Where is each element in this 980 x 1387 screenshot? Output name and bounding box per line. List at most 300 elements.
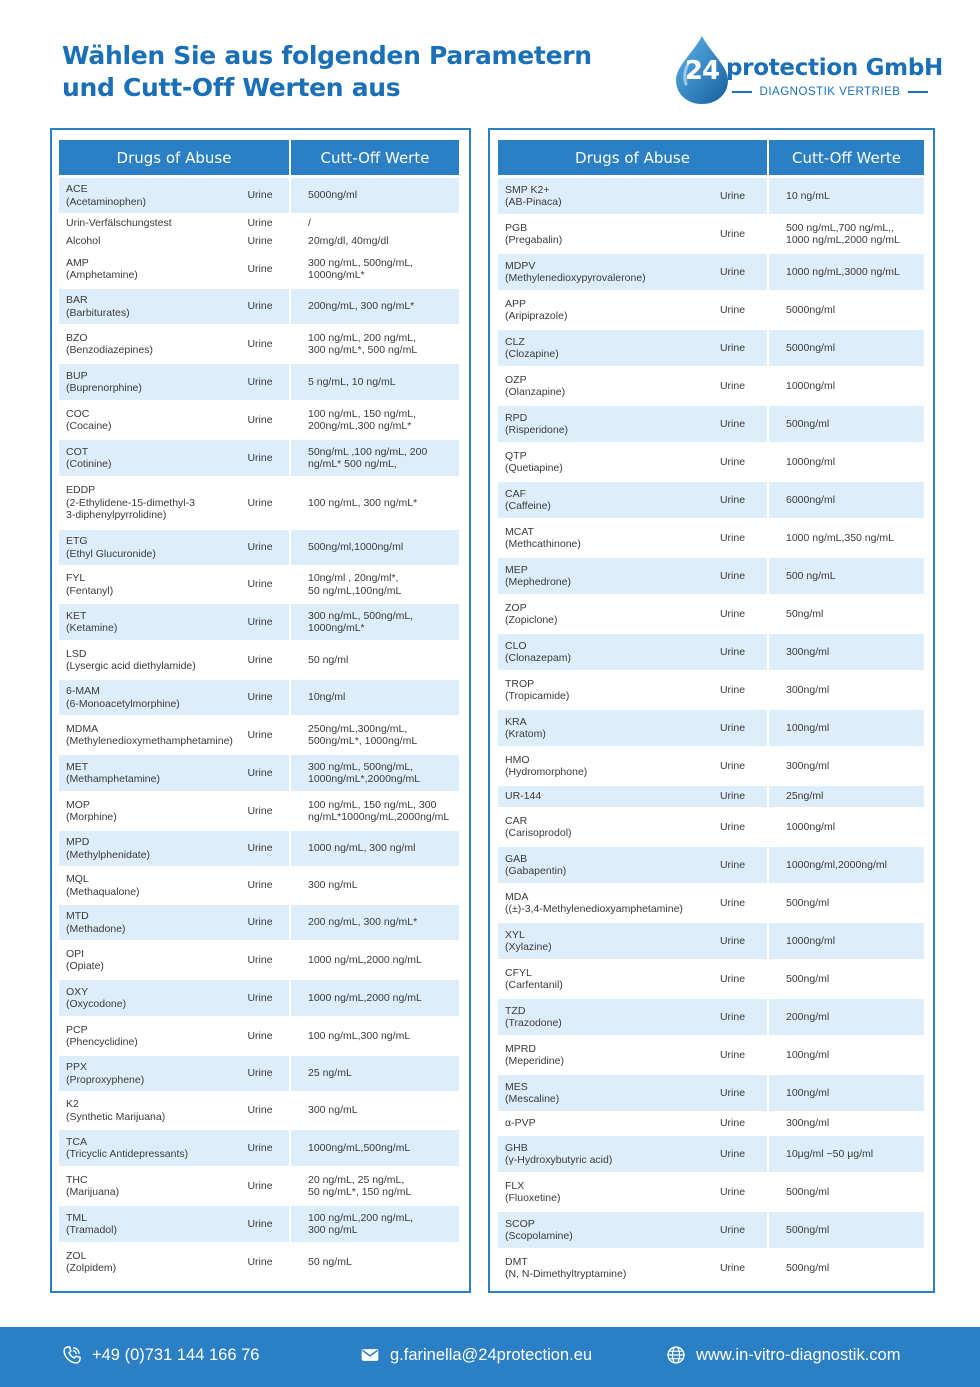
- cutoff-cell: [291, 567, 459, 602]
- drug-abbreviation: ETG: [66, 535, 88, 547]
- drug-abbreviation: KRA: [505, 715, 527, 728]
- cutoff-value: 50 ng/mL: [308, 1255, 352, 1268]
- drug-abbreviation: QTP: [505, 449, 527, 462]
- drug-abbreviation: MTD: [66, 910, 89, 922]
- logo-subtitle: [732, 86, 928, 98]
- specimen-cell: Urine: [719, 379, 746, 392]
- left-table-row: [59, 642, 459, 678]
- specimen-cell: Urine: [698, 406, 767, 442]
- drug-full-name: (Lysergic acid diethylamide): [66, 660, 196, 672]
- right-table-row: [498, 961, 924, 997]
- drug-abbreviation: PCP: [66, 1023, 88, 1036]
- left-table-row: [59, 326, 459, 362]
- cutoff-cell: [291, 642, 459, 678]
- left-table-row: [59, 604, 459, 640]
- cutoff-cell: [291, 402, 459, 438]
- cutoff-value: 50ng/mL ,100 ng/mL, 200: [308, 445, 428, 458]
- drug-full-name: (Methylphenidate): [66, 848, 151, 861]
- cutoff-value: 20 ng/mL, 25 ng/mL,: [308, 1173, 405, 1186]
- specimen-cell: Urine: [719, 531, 746, 544]
- drug-name-cell: [59, 567, 231, 602]
- drug-name-cell: [59, 1244, 231, 1280]
- cutoff-cell: [769, 178, 924, 214]
- left-table-row: [59, 215, 459, 231]
- drug-abbreviation: Alcohol: [66, 234, 101, 247]
- cutoff-value: 1000 ng/mL,2000 ng/mL: [786, 234, 900, 246]
- drug-name-cell: [59, 178, 231, 213]
- cutoff-cell: [769, 520, 924, 556]
- cutoff-cell: [291, 942, 459, 978]
- cutoff-cell: [769, 748, 924, 784]
- cutoff-value: 100ng/ml: [786, 721, 830, 734]
- drug-abbreviation: DMT: [505, 1255, 528, 1268]
- drug-full-name: (Methylenedioxypyrovalerone): [505, 272, 646, 284]
- drug-abbreviation: BUP: [66, 369, 88, 382]
- drug-abbreviation: UR-144: [505, 790, 542, 803]
- cutoff-value: 300 ng/mL, 500ng/mL,: [308, 760, 414, 773]
- drug-name-cell: [498, 885, 698, 921]
- right-table-row: [498, 1250, 924, 1286]
- cutoff-value: 50 ng/mL,100ng/mL: [308, 584, 402, 597]
- drug-abbreviation: THC: [66, 1173, 88, 1186]
- right-table-row: [498, 292, 924, 328]
- left-table-row: [59, 868, 459, 903]
- cutoff-value: 100 ng/mL, 300 ng/mL*: [308, 496, 418, 509]
- cutoff-value: 10μg/ml ~50 μg/ml: [786, 1147, 874, 1160]
- drug-full-name: (Scopolamine): [505, 1230, 573, 1242]
- drug-name-cell: [59, 326, 231, 362]
- drug-full-name: (Buprenorphine): [66, 382, 142, 394]
- specimen-cell: Urine: [247, 216, 273, 229]
- drug-abbreviation: HMO: [505, 753, 530, 766]
- drug-name-cell: [498, 596, 698, 632]
- drug-name-cell: [59, 1056, 231, 1091]
- cutoff-cell: [291, 1056, 459, 1091]
- drug-full-name: (Methcathinone): [505, 538, 581, 550]
- specimen-cell: Urine: [231, 1056, 289, 1091]
- left-table-row: [59, 289, 459, 324]
- cutoff-value: 500ng/ml: [786, 1185, 830, 1198]
- drug-full-name: (Tropicamide): [505, 690, 570, 702]
- footer-website[interactable]: [666, 1345, 900, 1365]
- specimen-cell: Urine: [698, 482, 767, 518]
- drug-abbreviation: MQL: [66, 873, 89, 885]
- drug-full-name: (Cotinine): [66, 458, 112, 470]
- drug-name-cell: [59, 233, 231, 249]
- right-table-row: [498, 406, 924, 442]
- specimen-cell: Urine: [231, 289, 289, 324]
- cutoff-value: 100 ng/mL, 200 ng/mL,: [308, 331, 416, 344]
- logo-number: 24: [684, 56, 720, 86]
- specimen-cell: Urine: [247, 953, 273, 966]
- left-col-cutoff-header: Cutt-Off Werte: [291, 140, 459, 175]
- specimen-cell: Urine: [247, 728, 273, 741]
- cutoff-cell: [769, 482, 924, 518]
- drug-full-name: (Xylazine): [505, 941, 552, 953]
- drug-name-cell: [498, 847, 698, 883]
- drug-name-cell: [59, 1130, 231, 1166]
- left-table-row: [59, 1206, 459, 1242]
- cutoff-value: 500ng/ml,1000ng/ml: [308, 541, 404, 554]
- cutoff-value: 100ng/ml: [786, 1086, 830, 1099]
- drug-full-name: (6-Monoacetylmorphine): [66, 697, 180, 710]
- drug-name-cell: [59, 980, 231, 1016]
- right-table-row: [498, 254, 924, 290]
- left-table-row: [59, 1168, 459, 1204]
- drug-abbreviation: TZD: [505, 1004, 526, 1017]
- drug-abbreviation: CFYL: [505, 966, 532, 979]
- cutoff-cell: [769, 1075, 924, 1111]
- right-table-row: [498, 885, 924, 921]
- cutoff-value: 50ng/ml: [786, 607, 824, 620]
- drug-name-cell: [498, 1250, 698, 1286]
- specimen-cell: Urine: [698, 254, 767, 290]
- cutoff-cell: [291, 1206, 459, 1242]
- page-title-line-1: Wählen Sie aus folgenden Parametern: [62, 41, 592, 70]
- globe-icon: [666, 1345, 686, 1365]
- cutoff-value: 1000ng/ml,2000ng/ml: [786, 858, 887, 871]
- specimen-cell: Urine: [698, 1136, 767, 1172]
- left-table-row: [59, 251, 459, 287]
- drug-name-cell: [59, 755, 231, 791]
- drug-full-name: (Oxycodone): [66, 998, 127, 1010]
- cutoff-cell: [291, 478, 459, 528]
- cutoff-cell: [769, 1250, 924, 1286]
- drug-full-name: (Kratom): [505, 728, 546, 740]
- cutoff-value: 100ng/ml: [786, 1048, 830, 1061]
- drug-abbreviation: PGB: [505, 221, 528, 234]
- left-table-row: [59, 233, 459, 249]
- specimen-cell: Urine: [231, 1206, 289, 1242]
- drug-abbreviation: APP: [505, 297, 527, 310]
- drug-name-cell: [59, 1018, 231, 1054]
- cutoff-cell: [291, 980, 459, 1016]
- specimen-cell: Urine: [247, 578, 273, 591]
- specimen-cell: Urine: [231, 364, 289, 400]
- left-table-row: [59, 717, 459, 753]
- left-table-row: [59, 1093, 459, 1128]
- cutoff-value: 300ng/ml: [786, 1117, 830, 1130]
- footer-phone-text: +49 (0)731 144 166 76: [92, 1345, 260, 1364]
- drug-full-name: (Methylenedioxymethamphetamine): [66, 735, 233, 747]
- cutoff-cell: [769, 1212, 924, 1248]
- drug-name-cell: [498, 1037, 698, 1073]
- logo-divider: [732, 91, 752, 93]
- drug-name-cell: [59, 440, 231, 476]
- drug-full-name: (Meperidine): [505, 1055, 564, 1067]
- right-table-row: [498, 672, 924, 708]
- drug-abbreviation: TCA: [66, 1135, 87, 1148]
- right-table-row: [498, 847, 924, 883]
- drug-full-name: (AB-Pinaca): [505, 196, 562, 208]
- cutoff-value: 1000ng/mL*,2000ng/mL: [308, 773, 421, 785]
- drug-name-cell: [59, 942, 231, 978]
- cutoff-value: 300 ng/mL*, 500 ng/mL: [308, 344, 418, 356]
- drug-full-name: (Caffeine): [505, 500, 551, 512]
- drug-abbreviation: AMP: [66, 256, 89, 269]
- drug-name-cell: [498, 634, 698, 670]
- drug-abbreviation: BZO: [66, 331, 88, 344]
- left-table-row: [59, 530, 459, 565]
- specimen-cell: Urine: [231, 680, 289, 715]
- drug-full-name: ((±)-3,4-Methylenedioxyamphetamine): [505, 903, 683, 915]
- drug-abbreviation: ACE: [66, 183, 88, 195]
- cutoff-value: 1000 ng/mL,2000 ng/mL: [308, 953, 422, 966]
- logo-name: protection GmbH: [726, 55, 943, 81]
- cutoff-value: 100 ng/mL,300 ng/mL: [308, 1029, 411, 1042]
- specimen-cell: Urine: [719, 1117, 746, 1130]
- specimen-cell: Urine: [247, 879, 273, 892]
- specimen-cell: Urine: [698, 710, 767, 746]
- drug-abbreviation: KET: [66, 609, 87, 622]
- specimen-cell: Urine: [719, 820, 746, 833]
- drug-name-cell: [498, 1212, 698, 1248]
- drug-name-cell: [498, 748, 698, 784]
- drug-name-cell: [498, 444, 698, 480]
- drug-full-name: (2-Ethylidene-15-dimethyl-3: [66, 496, 195, 509]
- cutoff-value: 1000ng/ml: [786, 455, 836, 468]
- drug-full-name: (Clozapine): [505, 348, 559, 360]
- cutoff-cell: [291, 793, 459, 829]
- drug-abbreviation: CAF: [505, 487, 526, 500]
- cutoff-cell: [291, 233, 459, 249]
- cutoff-cell: [769, 961, 924, 997]
- cutoff-cell: [291, 868, 459, 903]
- specimen-cell: Urine: [698, 1075, 767, 1111]
- drug-name-cell: [498, 406, 698, 442]
- drug-full-name: (Morphine): [66, 811, 117, 823]
- drug-name-cell: [498, 1075, 698, 1111]
- footer-email[interactable]: [360, 1345, 592, 1365]
- drug-abbreviation: CAR: [505, 814, 528, 827]
- drug-abbreviation: OXY: [66, 985, 89, 998]
- specimen-cell: Urine: [247, 1104, 273, 1117]
- logo-subtitle-text: DIAGNOSTIK VERTRIEB: [759, 86, 901, 98]
- cutoff-value: 1000ng/mL*: [308, 269, 365, 281]
- cutoff-cell: [291, 717, 459, 753]
- cutoff-cell: [769, 254, 924, 290]
- drug-full-name: (Opiate): [66, 960, 104, 972]
- drug-name-cell: [59, 642, 231, 678]
- specimen-cell: Urine: [247, 262, 273, 275]
- left-table-row: [59, 831, 459, 866]
- drug-full-name: (Risperidone): [505, 424, 569, 436]
- drug-abbreviation: SCOP: [505, 1217, 535, 1230]
- company-logo: [672, 30, 942, 110]
- specimen-cell: Urine: [719, 303, 746, 316]
- drug-abbreviation: PPX: [66, 1061, 88, 1073]
- drug-name-cell: [498, 558, 698, 594]
- drug-abbreviation: MPRD: [505, 1042, 536, 1055]
- drug-full-name: (Trazodone): [505, 1017, 562, 1029]
- drug-full-name: (Aripiprazole): [505, 310, 568, 322]
- cutoff-value: 1000 ng/mL, 300 ng/ml: [308, 842, 416, 855]
- drug-full-name: 3-diphenylpyrrolidine): [66, 509, 167, 522]
- drug-name-cell: [498, 710, 698, 746]
- right-table-row: [498, 482, 924, 518]
- footer-phone[interactable]: [62, 1345, 259, 1365]
- right-table-row: [498, 710, 924, 746]
- cutoff-value: 5000ng/ml: [786, 303, 836, 316]
- cutoff-value: 1000ng/ml: [786, 934, 836, 947]
- cutoff-value: 500 ng/mL: [786, 569, 836, 582]
- drug-name-cell: [498, 1174, 698, 1210]
- right-table-row: [498, 809, 924, 845]
- cutoff-value: 500ng/ml: [786, 417, 830, 430]
- drug-name-cell: [498, 368, 698, 404]
- left-table-row: [59, 905, 459, 940]
- cutoff-value: 200ng/mL, 300 ng/mL*: [308, 300, 415, 313]
- specimen-cell: Urine: [247, 653, 273, 666]
- left-table-row: [59, 1056, 459, 1091]
- page-title: [62, 40, 622, 104]
- drug-full-name: (Clonazepam): [505, 652, 571, 664]
- drug-abbreviation: 6-MAM: [66, 685, 100, 697]
- specimen-cell: Urine: [231, 905, 289, 940]
- cutoff-value: 100 ng/mL, 150 ng/mL,: [308, 407, 416, 420]
- drug-abbreviation: MEP: [505, 563, 528, 576]
- specimen-cell: Urine: [247, 1255, 273, 1268]
- drug-name-cell: [59, 402, 231, 438]
- cutoff-value: 300 ng/mL, 500ng/mL,: [308, 256, 414, 269]
- drug-full-name: (Methadone): [66, 922, 126, 935]
- drug-name-cell: [498, 1113, 698, 1134]
- cutoff-value: /: [308, 216, 311, 229]
- cutoff-cell: [769, 558, 924, 594]
- cutoff-cell: [769, 406, 924, 442]
- cutoff-value: 500ng/ml: [786, 1223, 830, 1236]
- left-table-row: [59, 1130, 459, 1166]
- specimen-cell: Urine: [247, 1029, 273, 1042]
- left-table-row: [59, 980, 459, 1016]
- drug-name-cell: [59, 604, 231, 640]
- cutoff-value: 100 ng/mL, 150 ng/mL, 300: [308, 798, 437, 811]
- right-table-row: [498, 558, 924, 594]
- cutoff-cell: [291, 755, 459, 791]
- drug-full-name: (Hydromorphone): [505, 766, 588, 778]
- cutoff-cell: [769, 999, 924, 1035]
- right-table-row: [498, 216, 924, 252]
- cutoff-cell: [291, 604, 459, 640]
- drug-name-cell: [59, 717, 231, 753]
- left-table-row: [59, 793, 459, 829]
- right-table-row: [498, 520, 924, 556]
- cutoff-cell: [769, 672, 924, 708]
- footer-bar: [0, 1327, 980, 1387]
- drug-full-name: (Methamphetamine): [66, 773, 160, 785]
- envelope-icon: [360, 1345, 380, 1365]
- specimen-cell: Urine: [247, 804, 273, 817]
- left-table-row: [59, 402, 459, 438]
- cutoff-value: 1000ng/mL,500ng/mL: [308, 1141, 411, 1154]
- right-table-row: [498, 368, 924, 404]
- cutoff-cell: [291, 1244, 459, 1280]
- cutoff-cell: [769, 710, 924, 746]
- drug-abbreviation: SMP K2+: [505, 183, 550, 196]
- specimen-cell: Urine: [247, 1179, 273, 1192]
- right-table-row: [498, 786, 924, 807]
- cutoff-cell: [291, 1130, 459, 1166]
- cutoff-cell: [291, 905, 459, 940]
- cutoff-value: 1000 ng/mL,2000 ng/mL: [308, 991, 422, 1004]
- drug-abbreviation: MDPV: [505, 259, 536, 272]
- left-table-row: [59, 1018, 459, 1054]
- cutoff-cell: [769, 847, 924, 883]
- right-table-panel: [488, 128, 935, 1293]
- cutoff-cell: [769, 634, 924, 670]
- drug-full-name: (Benzodiazepines): [66, 344, 153, 356]
- cutoff-cell: [769, 1113, 924, 1134]
- right-table-row: [498, 634, 924, 670]
- right-table-row: [498, 1037, 924, 1073]
- cutoff-cell: [291, 440, 459, 476]
- drug-abbreviation: OPI: [66, 947, 85, 960]
- cutoff-value: 500ng/ml: [786, 972, 830, 985]
- drug-name-cell: [59, 905, 231, 940]
- right-table-row: [498, 1113, 924, 1134]
- drug-full-name: (Gabapentin): [505, 865, 567, 877]
- specimen-cell: Urine: [698, 923, 767, 959]
- drug-full-name: (Pregabalin): [505, 234, 563, 246]
- right-table-header: [498, 140, 924, 175]
- cutoff-cell: [769, 596, 924, 632]
- cutoff-value: 50 ng/ml: [308, 653, 349, 666]
- specimen-cell: Urine: [719, 607, 746, 620]
- left-table-row: [59, 680, 459, 715]
- drug-abbreviation: LSD: [66, 647, 87, 660]
- cutoff-value: 500ng/ml: [786, 896, 830, 909]
- specimen-cell: Urine: [247, 496, 273, 509]
- drug-name-cell: [59, 1093, 231, 1128]
- drug-full-name: (Ketamine): [66, 622, 118, 634]
- drug-abbreviation: COC: [66, 407, 90, 420]
- cutoff-value: 300ng/ml: [786, 759, 830, 772]
- specimen-cell: Urine: [698, 999, 767, 1035]
- right-table-row: [498, 1174, 924, 1210]
- drug-abbreviation: RPD: [505, 411, 528, 424]
- drug-full-name: (Ethyl Glucuronide): [66, 547, 156, 560]
- drug-name-cell: [498, 482, 698, 518]
- cutoff-value: 10ng/ml: [308, 691, 346, 704]
- drug-name-cell: [59, 831, 231, 866]
- cutoff-cell: [291, 326, 459, 362]
- drug-full-name: (Synthetic Marijuana): [66, 1110, 166, 1123]
- drug-full-name: (Tricyclic Antidepressants): [66, 1148, 189, 1160]
- drug-abbreviation: CLZ: [505, 335, 525, 348]
- specimen-cell: Urine: [719, 227, 746, 240]
- drug-abbreviation: FLX: [505, 1179, 525, 1192]
- drug-name-cell: [59, 215, 231, 231]
- drug-abbreviation: TROP: [505, 677, 535, 690]
- specimen-cell: Urine: [698, 634, 767, 670]
- left-table-row: [59, 755, 459, 791]
- cutoff-value: 50 ng/mL*, 150 ng/mL: [308, 1186, 412, 1198]
- right-col-cutoff-header: Cutt-Off Werte: [769, 140, 924, 175]
- specimen-cell: Urine: [719, 455, 746, 468]
- cutoff-value: 20mg/dl, 40mg/dl: [308, 234, 389, 247]
- drug-abbreviation: GHB: [505, 1141, 528, 1154]
- cutoff-value: 10 ng/mL: [786, 189, 830, 202]
- drug-full-name: (Phencyclidine): [66, 1036, 138, 1048]
- cutoff-cell: [769, 786, 924, 807]
- drug-full-name: (Acetaminophen): [66, 195, 146, 208]
- drug-full-name: (Zopiclone): [505, 614, 558, 626]
- cutoff-cell: [769, 885, 924, 921]
- specimen-cell: Urine: [698, 786, 767, 807]
- page-title-line-2: und Cutt-Off Werten aus: [62, 73, 401, 102]
- drug-abbreviation: Urin-Verfälschungstest: [66, 216, 172, 229]
- drug-name-cell: [498, 923, 698, 959]
